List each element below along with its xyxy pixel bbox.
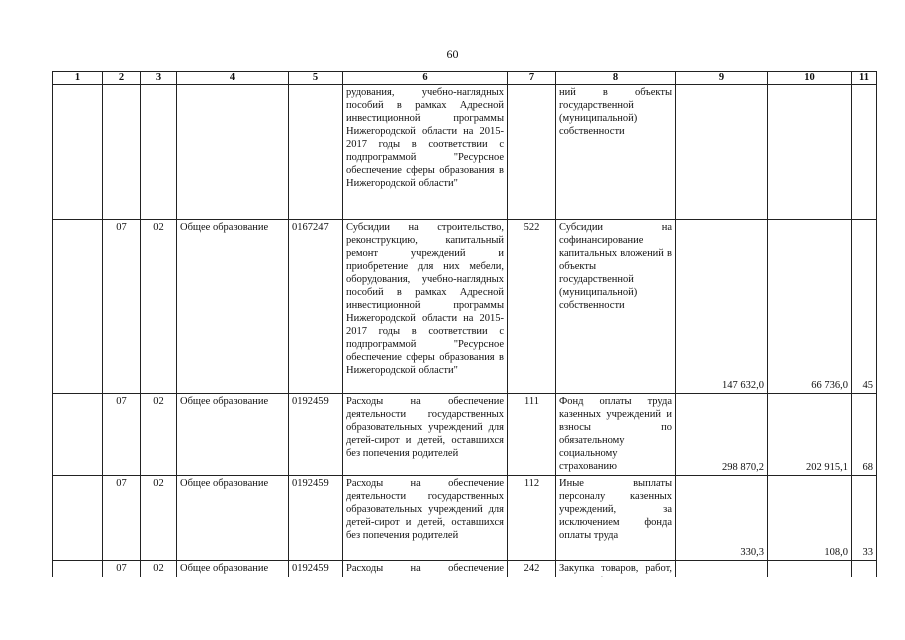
table-row	[53, 394, 877, 476]
column-header: 1	[53, 72, 103, 85]
cell-target-code: 0192459	[289, 561, 343, 590]
cell-plan: 298 870,2	[676, 394, 768, 476]
cell-actual	[768, 85, 852, 220]
cell-index	[53, 220, 103, 394]
column-header: 9	[676, 72, 768, 85]
cell-subsection: 02	[141, 394, 177, 476]
cell-percent: 33	[852, 476, 877, 561]
column-header: 7	[508, 72, 556, 85]
cell-section: 07	[103, 394, 141, 476]
cell-target-name: Расходы на обеспечение	[343, 561, 508, 590]
cell-section-name: Общее образование	[177, 476, 289, 561]
cell-expense-type: 112	[508, 476, 556, 561]
cell-actual: 202 915,1	[768, 394, 852, 476]
cell-index	[53, 394, 103, 476]
cell-expense-name: Фонд оплаты труда казенных учреждений и взносы по обязательному социальному страхованию	[556, 394, 676, 476]
table-row	[53, 85, 877, 220]
cell-percent: 45	[852, 220, 877, 394]
cell-target-code: 0167247	[289, 220, 343, 394]
cell-plan: 147 632,0	[676, 220, 768, 394]
cell-section: 07	[103, 561, 141, 590]
cell-subsection: 02	[141, 220, 177, 394]
cell-section-name: Общее образование	[177, 220, 289, 394]
cell-index	[53, 85, 103, 220]
cell-expense-name: Иные выплаты персоналу казенных учреждений, за исключением фонда оплаты труда	[556, 476, 676, 561]
cell-percent	[852, 85, 877, 220]
cell-plan: 330,3	[676, 476, 768, 561]
table-header-row	[53, 72, 877, 85]
cell-plan	[676, 85, 768, 220]
cell-target-name: Расходы на обеспечение деятельности государственных образовательных учреждений для детей-сирот и детей, оставшихся без попечения родителей	[343, 394, 508, 476]
table-row	[53, 476, 877, 561]
cell-actual: 66 736,0	[768, 220, 852, 394]
cell-subsection: 02	[141, 561, 177, 590]
column-header: 10	[768, 72, 852, 85]
cell-target-code: 0192459	[289, 394, 343, 476]
cell-target-name: Расходы на обеспечение деятельности государственных образовательных учреждений для детей-сирот и детей, оставшихся без попечения родителей	[343, 476, 508, 561]
cell-section-name: Общее образование	[177, 561, 289, 590]
cell-expense-name: ний в объекты государственной (муниципальной) собственности	[556, 85, 676, 220]
column-header: 5	[289, 72, 343, 85]
cell-section-name	[177, 85, 289, 220]
cell-section-name: Общее образование	[177, 394, 289, 476]
cell-expense-type: 522	[508, 220, 556, 394]
cell-expense-name: Закупка товаров, работ,	[556, 561, 676, 590]
cell-index	[53, 476, 103, 561]
page-number: 60	[446, 47, 459, 61]
cell-section: 07	[103, 476, 141, 561]
column-header: 2	[103, 72, 141, 85]
page-bottom-margin	[0, 577, 905, 640]
cell-expense-name: Субсидии на софинансирование капитальных вложений в объекты государственной (муниципальной) собственности	[556, 220, 676, 394]
cell-expense-type: 242	[508, 561, 556, 590]
cell-target-code: 0192459	[289, 476, 343, 561]
column-header: 8	[556, 72, 676, 85]
cell-section: 07	[103, 220, 141, 394]
budget-table	[52, 71, 877, 590]
cell-target-name: рудования, учебно-наглядных пособий в рамках Адресной инвестиционной программы Нижегородской области на 2015-2017 годы в соответствии с подпрограммой "Ресурсное обеспечение сферы образования в Нижегородской области"	[343, 85, 508, 220]
column-header: 3	[141, 72, 177, 85]
cell-expense-type	[508, 85, 556, 220]
cell-target-name: Субсидии на строительство, реконструкцию, капитальный ремонт учреждений и приобретение для них мебели, оборудования, учебно-наглядных пособий в рамках Адресной инвестиционной программы Нижегородской области на 2015-2017 годы в соответствии с подпрограммой "Ресурсное обеспечение сферы образования в Нижегородской области"	[343, 220, 508, 394]
cell-subsection: 02	[141, 476, 177, 561]
cell-expense-type: 111	[508, 394, 556, 476]
cell-subsection	[141, 85, 177, 220]
cell-percent: 68	[852, 394, 877, 476]
column-header: 11	[852, 72, 877, 85]
column-header: 4	[177, 72, 289, 85]
cell-actual: 108,0	[768, 476, 852, 561]
cell-target-code	[289, 85, 343, 220]
table-row	[53, 220, 877, 394]
cell-section	[103, 85, 141, 220]
column-header: 6	[343, 72, 508, 85]
